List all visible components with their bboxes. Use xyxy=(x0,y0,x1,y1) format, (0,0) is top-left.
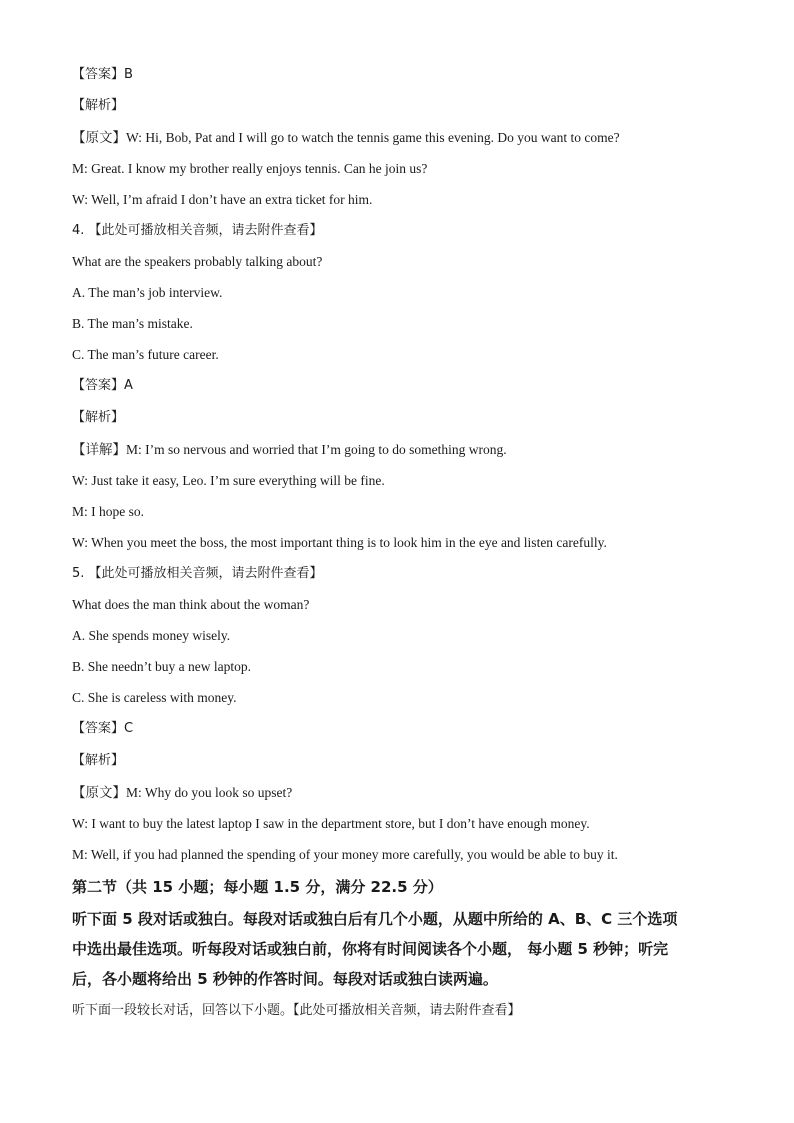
answer-label-4: 【答案】A xyxy=(72,378,133,393)
transcript-line: M: I hope so. xyxy=(72,504,144,519)
transcript-line: W: Just take it easy, Leo. I’m sure everything will be fine. xyxy=(72,473,385,488)
analysis-label-5: 【解析】 xyxy=(72,753,125,768)
section-instructions: 后，各小题将给出 5 秒钟的作答时间。每段对话或独白读两遍。 xyxy=(72,970,498,988)
question-5-option-a: A. She spends money wisely. xyxy=(72,628,231,643)
question-4-option-b: B. The man’s mistake. xyxy=(72,316,193,331)
question-5-option-c: C. She is careless with money. xyxy=(72,690,237,705)
transcript-line: 【详解】M: I’m so nervous and worried that I’m going to do something wrong. xyxy=(72,442,507,457)
question-5-heading: 5. 【此处可播放相关音频，请去附件查看】 xyxy=(72,566,323,581)
transcript-line: 【原文】W: Hi, Bob, Pat and I will go to watch the tennis game this evening. Do you want to come? xyxy=(72,130,620,145)
question-5-option-b: B. She needn’t buy a new laptop. xyxy=(72,659,251,674)
transcript-line: M: Great. I know my brother really enjoys tennis. Can he join us? xyxy=(72,161,428,176)
answer-label-5: 【答案】C xyxy=(72,721,134,736)
question-4-heading: 4. 【此处可播放相关音频，请去附件查看】 xyxy=(72,223,323,238)
analysis-label-3: 【解析】 xyxy=(72,98,125,113)
section-instructions: 听下面 5 段对话或独白。每段对话或独白后有几个小题，从题中所给的 A、B、C 三个选项 xyxy=(72,910,678,928)
question-4-option-c: C. The man’s future career. xyxy=(72,347,219,362)
transcript-line: W: Well, I’m afraid I don’t have an extra ticket for him. xyxy=(72,192,373,207)
transcript-line: M: Well, if you had planned the spending of your money more carefully, you would be able to buy it. xyxy=(72,847,618,862)
answer-label-3: 【答案】B xyxy=(72,67,133,82)
section-two-heading: 第二节（共 15 小题；每小题 1.5 分，满分 22.5 分） xyxy=(72,878,443,896)
dialogue-intro: 听下面一段较长对话，回答以下小题。【此处可播放相关音频，请去附件查看】 xyxy=(72,1003,521,1018)
transcript-line: W: When you meet the boss, the most important thing is to look him in the eye and listen carefully. xyxy=(72,535,607,550)
question-4-stem: What are the speakers probably talking about? xyxy=(72,254,323,269)
question-4-option-a: A. The man’s job interview. xyxy=(72,285,223,300)
section-instructions: 中选出最佳选项。听每段对话或独白前，你将有时间阅读各个小题， 每小题 5 秒钟；听完 xyxy=(72,940,669,958)
transcript-line: 【原文】M: Why do you look so upset? xyxy=(72,785,293,800)
question-5-stem: What does the man think about the woman? xyxy=(72,597,310,612)
analysis-label-4: 【解析】 xyxy=(72,410,125,425)
transcript-line: W: I want to buy the latest laptop I saw in the department store, but I don’t have enough money. xyxy=(72,816,590,831)
